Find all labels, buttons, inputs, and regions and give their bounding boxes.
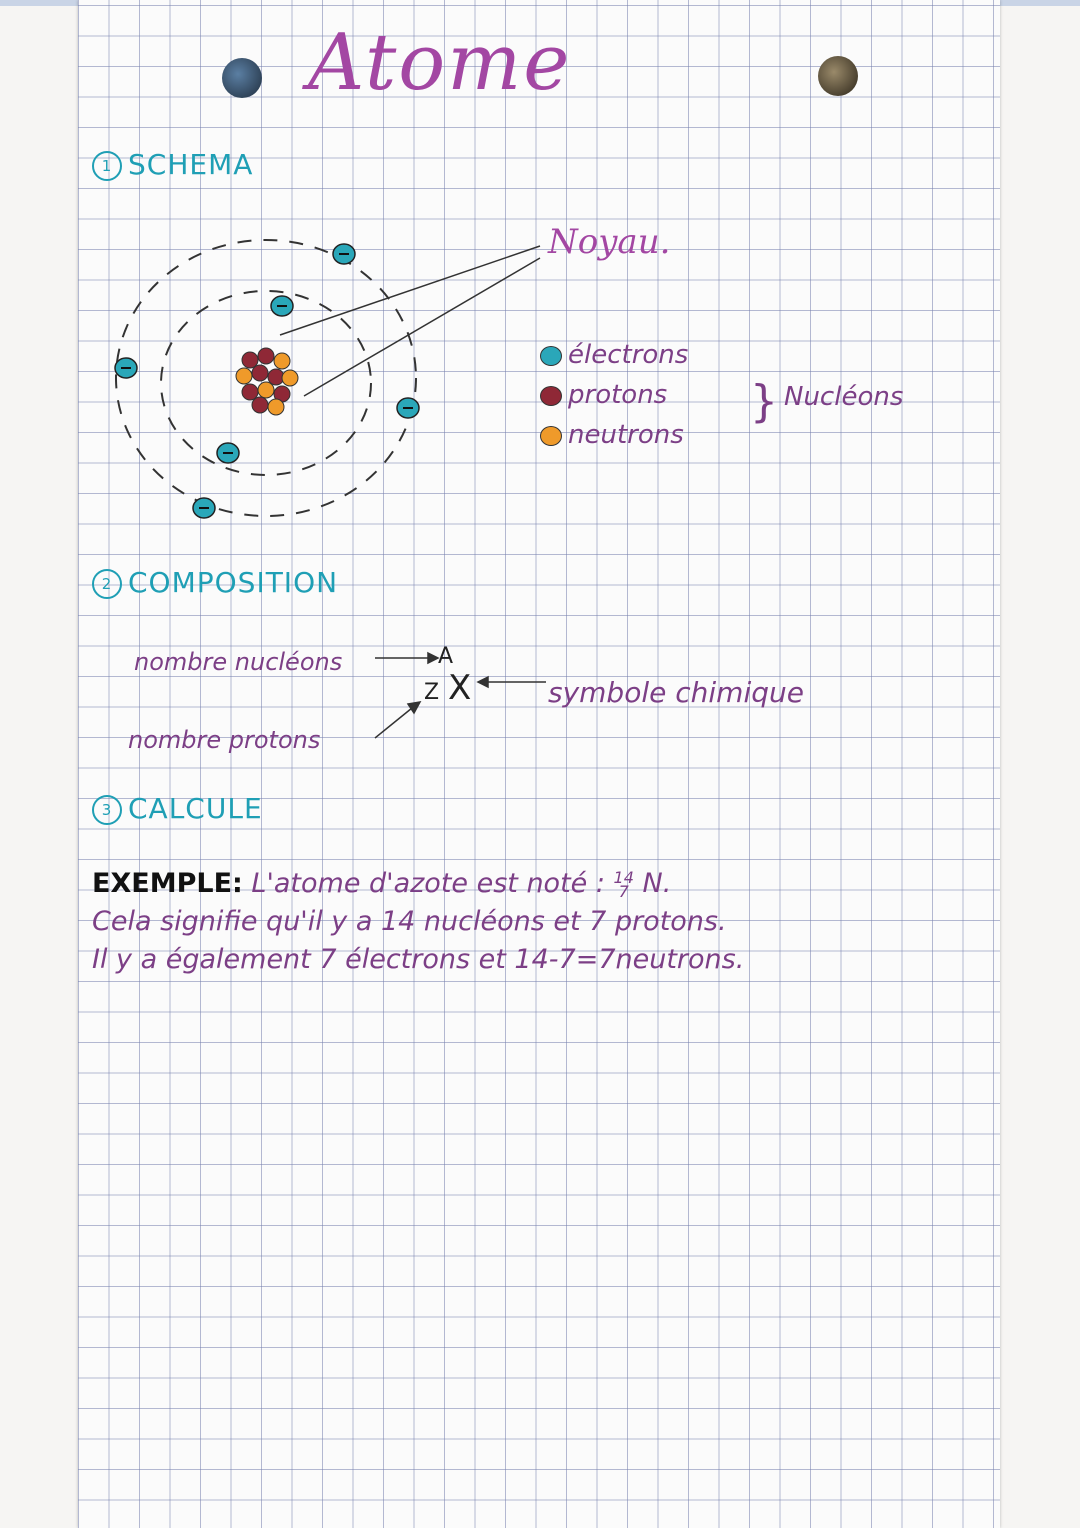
atomic-number-symbol: Z (424, 680, 440, 705)
section-label: SCHEMA (128, 148, 254, 181)
pointer-line (304, 258, 540, 396)
nucleus (236, 348, 298, 415)
element-symbol: X (448, 668, 472, 708)
electron-icon (540, 346, 562, 366)
section-number: 3 (92, 795, 122, 825)
mass-number-symbol: A (438, 644, 454, 669)
section-label: COMPOSITION (128, 566, 339, 599)
binder-hole-right (818, 56, 858, 96)
example-line-1: EXEMPLE: L'atome d'azote est noté : 14 7 N. (92, 867, 672, 901)
section-number: 2 (92, 569, 122, 599)
section-label: CALCULE (128, 792, 263, 825)
section-heading-composition (92, 566, 338, 599)
legend-electrons: électrons (540, 340, 688, 370)
brace-icon: } (750, 376, 778, 427)
chemical-symbol-label: symbole chimique (548, 676, 804, 709)
neutron-icon (540, 426, 562, 446)
example-line-2: Cela signifie qu'il y a 14 nucléons et 7 protons. (92, 906, 727, 937)
example-line-3: Il y a également 7 électrons et 14-7=7neutrons. (92, 944, 745, 975)
nitrogen-notation: 14 7 (613, 867, 634, 901)
page-title: Atome (308, 18, 572, 108)
section-heading-calcule (92, 792, 263, 825)
proton-icon (540, 386, 562, 406)
binder-hole-left (222, 58, 262, 98)
legend-neutrons: neutrons (540, 420, 684, 450)
nucleons-count-label: nombre nucléons (134, 648, 343, 676)
section-heading-schema (92, 148, 253, 181)
atom-diagram (100, 228, 560, 528)
nucleus-label: Noyau. (548, 222, 671, 262)
legend-protons: protons (540, 380, 667, 410)
example-prefix: EXEMPLE: (92, 868, 243, 899)
nucleons-label: Nucléons (784, 382, 904, 412)
protons-count-label: nombre protons (128, 726, 321, 754)
pointer-line (280, 246, 540, 335)
section-number: 1 (92, 151, 122, 181)
